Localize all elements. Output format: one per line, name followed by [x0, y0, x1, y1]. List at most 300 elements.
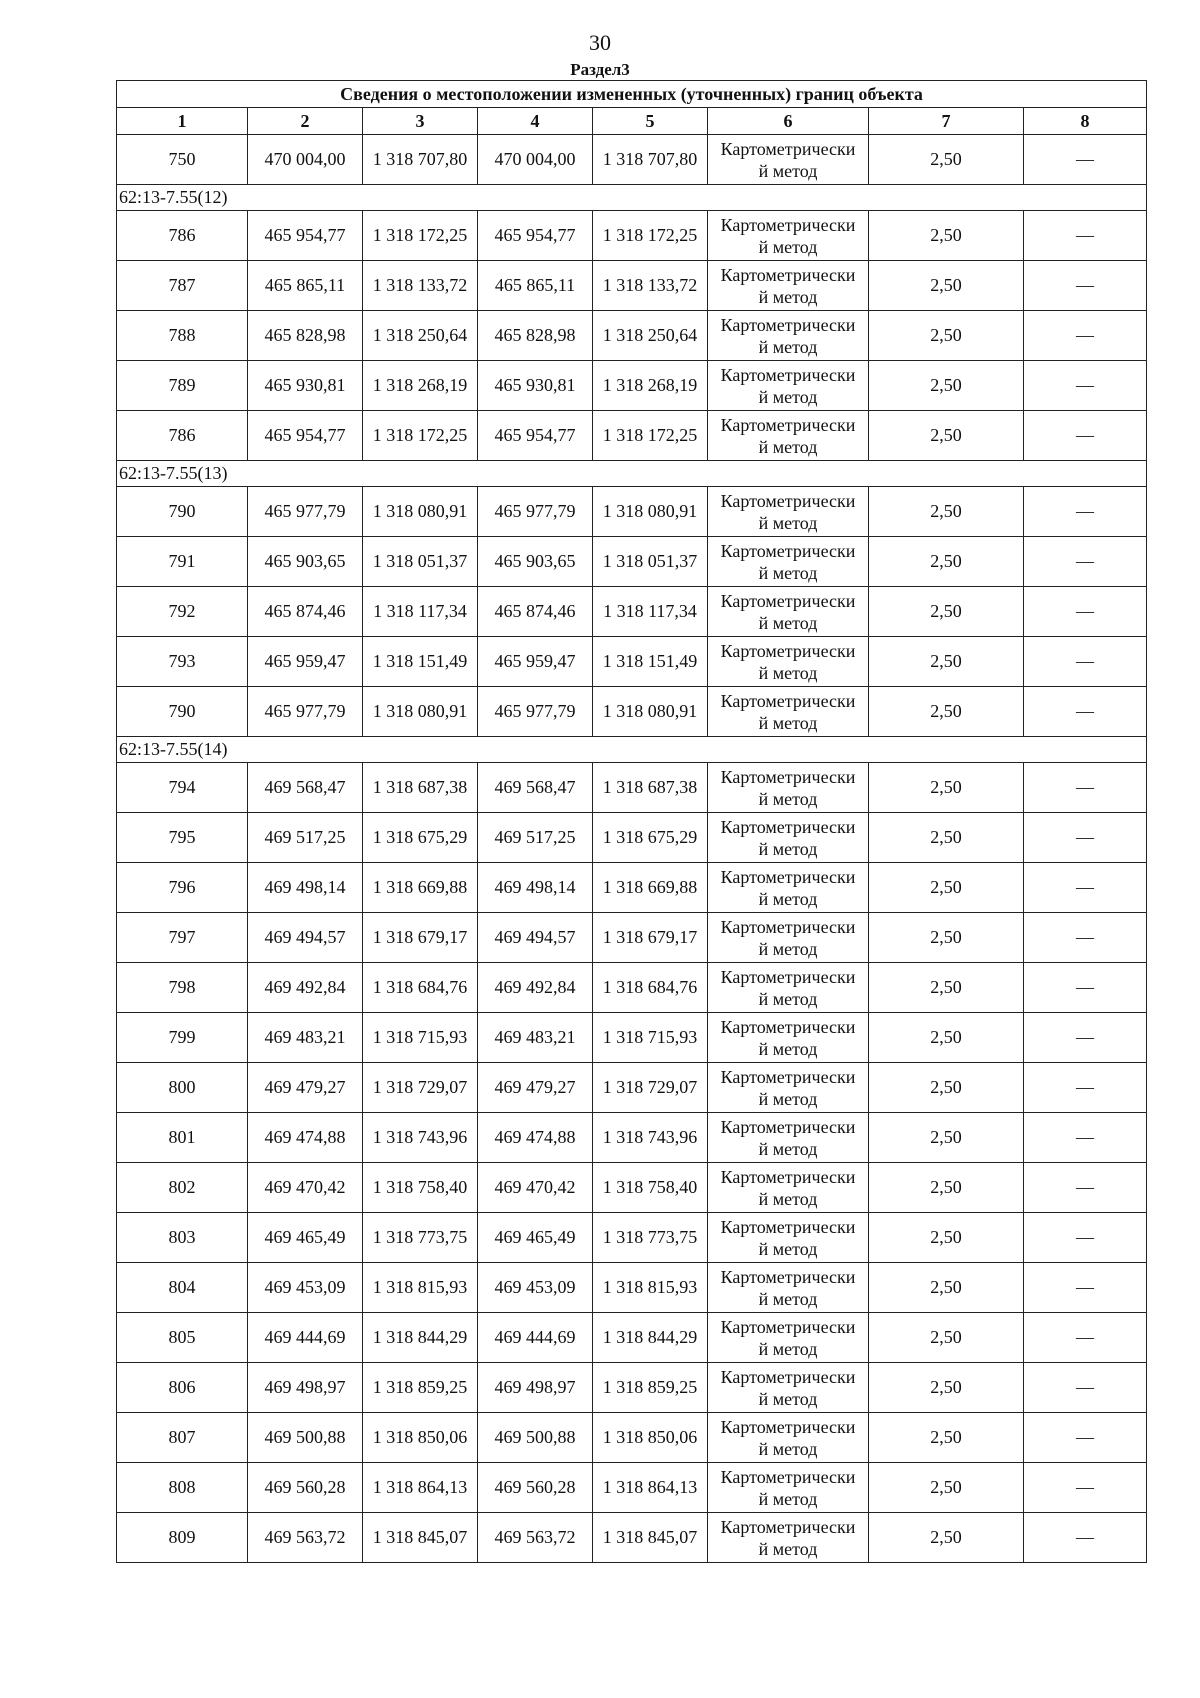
existing-x-cell: 469 498,97	[248, 1363, 363, 1413]
refined-x-cell: 469 494,57	[478, 913, 593, 963]
method-text-line-2: й метод	[758, 562, 818, 583]
refined-y-cell: 1 318 051,37	[593, 537, 708, 587]
point-number-cell: 800	[117, 1063, 248, 1113]
existing-y-cell: 1 318 172,25	[363, 411, 478, 461]
contour-group-label: 62:13-7.55(12)	[117, 185, 1147, 211]
table-title: Сведения о местоположении измененных (уточненных) границ объекта	[117, 81, 1147, 108]
contour-group-row	[117, 185, 1147, 211]
method-cell	[708, 1413, 869, 1463]
method-cell	[708, 1163, 869, 1213]
existing-x-cell: 469 500,88	[248, 1413, 363, 1463]
table-row	[117, 1013, 1147, 1063]
existing-y-cell: 1 318 051,37	[363, 537, 478, 587]
note-cell: —	[1024, 813, 1147, 863]
point-number-cell: 797	[117, 913, 248, 963]
contour-group-row	[117, 461, 1147, 487]
refined-x-cell: 469 465,49	[478, 1213, 593, 1263]
existing-y-cell: 1 318 707,80	[363, 135, 478, 185]
boundary-coordinates-table	[116, 80, 1147, 1563]
note-cell: —	[1024, 1163, 1147, 1213]
accuracy-cell: 2,50	[869, 1013, 1024, 1063]
refined-y-cell: 1 318 715,93	[593, 1013, 708, 1063]
method-cell	[708, 411, 869, 461]
accuracy-cell: 2,50	[869, 211, 1024, 261]
method-text-line-1: Картометрически	[720, 1266, 856, 1287]
table-row	[117, 687, 1147, 737]
method-cell	[708, 361, 869, 411]
method-cell	[708, 487, 869, 537]
accuracy-cell: 2,50	[869, 311, 1024, 361]
existing-x-cell: 469 563,72	[248, 1513, 363, 1563]
existing-y-cell: 1 318 679,17	[363, 913, 478, 963]
point-number-cell: 801	[117, 1113, 248, 1163]
method-cell	[708, 813, 869, 863]
existing-y-cell: 1 318 080,91	[363, 687, 478, 737]
method-text-line-2: й метод	[758, 512, 818, 533]
existing-x-cell: 465 977,79	[248, 687, 363, 737]
method-text-line-1: Картометрически	[720, 1416, 856, 1437]
note-cell: —	[1024, 1263, 1147, 1313]
table-row	[117, 361, 1147, 411]
method-cell	[708, 537, 869, 587]
point-number-cell: 787	[117, 261, 248, 311]
table-row	[117, 537, 1147, 587]
method-text-line-2: й метод	[758, 1288, 818, 1309]
method-text-line-1: Картометрически	[720, 540, 856, 561]
point-number-cell: 794	[117, 763, 248, 813]
contour-group-label: 62:13-7.55(14)	[117, 737, 1147, 763]
note-cell: —	[1024, 687, 1147, 737]
method-text-line-2: й метод	[758, 788, 818, 809]
refined-x-cell: 469 517,25	[478, 813, 593, 863]
note-cell: —	[1024, 1013, 1147, 1063]
method-text-line-2: й метод	[758, 236, 818, 257]
refined-y-cell: 1 318 743,96	[593, 1113, 708, 1163]
point-number-cell: 786	[117, 211, 248, 261]
existing-y-cell: 1 318 133,72	[363, 261, 478, 311]
table-row	[117, 913, 1147, 963]
table-row	[117, 763, 1147, 813]
method-text-line-1: Картометрически	[720, 364, 856, 385]
refined-x-cell: 469 492,84	[478, 963, 593, 1013]
refined-y-cell: 1 318 250,64	[593, 311, 708, 361]
existing-x-cell: 465 828,98	[248, 311, 363, 361]
method-text-line-2: й метод	[758, 1138, 818, 1159]
point-number-cell: 790	[117, 487, 248, 537]
refined-y-cell: 1 318 845,07	[593, 1513, 708, 1563]
note-cell: —	[1024, 1113, 1147, 1163]
section-title: Раздел3	[570, 60, 630, 79]
accuracy-cell: 2,50	[869, 537, 1024, 587]
accuracy-cell: 2,50	[869, 1313, 1024, 1363]
point-number-cell: 804	[117, 1263, 248, 1313]
existing-x-cell: 465 903,65	[248, 537, 363, 587]
method-cell	[708, 1513, 869, 1563]
note-cell: —	[1024, 211, 1147, 261]
method-cell	[708, 763, 869, 813]
accuracy-cell: 2,50	[869, 411, 1024, 461]
existing-y-cell: 1 318 815,93	[363, 1263, 478, 1313]
table-row	[117, 1063, 1147, 1113]
method-text-line-2: й метод	[758, 838, 818, 859]
note-cell: —	[1024, 963, 1147, 1013]
method-text-line-2: й метод	[758, 712, 818, 733]
refined-x-cell: 469 498,97	[478, 1363, 593, 1413]
table-row	[117, 813, 1147, 863]
point-number-cell: 803	[117, 1213, 248, 1263]
refined-x-cell: 465 954,77	[478, 211, 593, 261]
refined-x-cell: 469 498,14	[478, 863, 593, 913]
existing-y-cell: 1 318 773,75	[363, 1213, 478, 1263]
accuracy-cell: 2,50	[869, 863, 1024, 913]
refined-x-cell: 469 444,69	[478, 1313, 593, 1363]
table-row	[117, 1163, 1147, 1213]
method-text-line-1: Картометрически	[720, 640, 856, 661]
existing-x-cell: 465 865,11	[248, 261, 363, 311]
note-cell: —	[1024, 1313, 1147, 1363]
refined-x-cell: 465 977,79	[478, 687, 593, 737]
note-cell: —	[1024, 311, 1147, 361]
note-cell: —	[1024, 537, 1147, 587]
refined-y-cell: 1 318 687,38	[593, 763, 708, 813]
table-row	[117, 487, 1147, 537]
refined-y-cell: 1 318 172,25	[593, 211, 708, 261]
point-number-cell: 789	[117, 361, 248, 411]
point-number-cell: 809	[117, 1513, 248, 1563]
method-text-line-1: Картометрически	[720, 590, 856, 611]
accuracy-cell: 2,50	[869, 1513, 1024, 1563]
note-cell: —	[1024, 361, 1147, 411]
method-cell	[708, 135, 869, 185]
existing-y-cell: 1 318 729,07	[363, 1063, 478, 1113]
method-cell	[708, 1213, 869, 1263]
table-row	[117, 637, 1147, 687]
method-cell	[708, 1263, 869, 1313]
method-text-line-2: й метод	[758, 1488, 818, 1509]
existing-x-cell: 469 453,09	[248, 1263, 363, 1313]
refined-x-cell: 465 977,79	[478, 487, 593, 537]
refined-x-cell: 469 479,27	[478, 1063, 593, 1113]
existing-y-cell: 1 318 268,19	[363, 361, 478, 411]
accuracy-cell: 2,50	[869, 1463, 1024, 1513]
refined-x-cell: 469 470,42	[478, 1163, 593, 1213]
point-number-cell: 792	[117, 587, 248, 637]
accuracy-cell: 2,50	[869, 1263, 1024, 1313]
refined-y-cell: 1 318 268,19	[593, 361, 708, 411]
method-text-line-1: Картометрически	[720, 138, 856, 159]
refined-y-cell: 1 318 707,80	[593, 135, 708, 185]
method-text-line-2: й метод	[758, 160, 818, 181]
refined-x-cell: 469 500,88	[478, 1413, 593, 1463]
method-cell	[708, 637, 869, 687]
method-text-line-1: Картометрически	[720, 1066, 856, 1087]
method-text-line-1: Картометрически	[720, 1316, 856, 1337]
table-row	[117, 135, 1147, 185]
existing-x-cell: 465 930,81	[248, 361, 363, 411]
method-text-line-2: й метод	[758, 1188, 818, 1209]
refined-y-cell: 1 318 151,49	[593, 637, 708, 687]
table-row	[117, 963, 1147, 1013]
method-cell	[708, 311, 869, 361]
existing-y-cell: 1 318 669,88	[363, 863, 478, 913]
refined-x-cell: 465 903,65	[478, 537, 593, 587]
existing-y-cell: 1 318 850,06	[363, 1413, 478, 1463]
note-cell: —	[1024, 1413, 1147, 1463]
method-cell	[708, 1313, 869, 1363]
method-text-line-1: Картометрически	[720, 1466, 856, 1487]
existing-y-cell: 1 318 675,29	[363, 813, 478, 863]
accuracy-cell: 2,50	[869, 487, 1024, 537]
column-header-row	[117, 108, 1147, 135]
existing-y-cell: 1 318 117,34	[363, 587, 478, 637]
note-cell: —	[1024, 135, 1147, 185]
method-text-line-1: Картометрически	[720, 1366, 856, 1387]
existing-y-cell: 1 318 684,76	[363, 963, 478, 1013]
column-header: 4	[478, 108, 593, 135]
refined-x-cell: 465 828,98	[478, 311, 593, 361]
existing-y-cell: 1 318 687,38	[363, 763, 478, 813]
accuracy-cell: 2,50	[869, 587, 1024, 637]
refined-y-cell: 1 318 133,72	[593, 261, 708, 311]
refined-y-cell: 1 318 844,29	[593, 1313, 708, 1363]
method-text-line-1: Картометрически	[720, 1216, 856, 1237]
method-text-line-2: й метод	[758, 1088, 818, 1109]
note-cell: —	[1024, 1063, 1147, 1113]
method-text-line-2: й метод	[758, 612, 818, 633]
accuracy-cell: 2,50	[869, 1113, 1024, 1163]
method-cell	[708, 687, 869, 737]
existing-y-cell: 1 318 864,13	[363, 1463, 478, 1513]
refined-y-cell: 1 318 815,93	[593, 1263, 708, 1313]
existing-x-cell: 469 479,27	[248, 1063, 363, 1113]
refined-x-cell: 465 930,81	[478, 361, 593, 411]
refined-y-cell: 1 318 117,34	[593, 587, 708, 637]
point-number-cell: 796	[117, 863, 248, 913]
table-row	[117, 1213, 1147, 1263]
existing-x-cell: 465 977,79	[248, 487, 363, 537]
accuracy-cell: 2,50	[869, 1063, 1024, 1113]
refined-y-cell: 1 318 859,25	[593, 1363, 708, 1413]
existing-y-cell: 1 318 844,29	[363, 1313, 478, 1363]
existing-y-cell: 1 318 859,25	[363, 1363, 478, 1413]
accuracy-cell: 2,50	[869, 1413, 1024, 1463]
table-row	[117, 1513, 1147, 1563]
method-text-line-2: й метод	[758, 1438, 818, 1459]
refined-x-cell: 469 560,28	[478, 1463, 593, 1513]
table-row	[117, 411, 1147, 461]
refined-y-cell: 1 318 172,25	[593, 411, 708, 461]
method-text-line-1: Картометрически	[720, 1166, 856, 1187]
accuracy-cell: 2,50	[869, 913, 1024, 963]
note-cell: —	[1024, 587, 1147, 637]
accuracy-cell: 2,50	[869, 1363, 1024, 1413]
column-header: 8	[1024, 108, 1147, 135]
note-cell: —	[1024, 1213, 1147, 1263]
method-text-line-2: й метод	[758, 1238, 818, 1259]
point-number-cell: 808	[117, 1463, 248, 1513]
refined-x-cell: 465 874,46	[478, 587, 593, 637]
method-cell	[708, 1013, 869, 1063]
existing-x-cell: 465 959,47	[248, 637, 363, 687]
accuracy-cell: 2,50	[869, 135, 1024, 185]
page-number: 30	[589, 30, 611, 55]
accuracy-cell: 2,50	[869, 637, 1024, 687]
method-text-line-1: Картометрически	[720, 690, 856, 711]
point-number-cell: 807	[117, 1413, 248, 1463]
note-cell: —	[1024, 1363, 1147, 1413]
method-text-line-1: Картометрически	[720, 766, 856, 787]
table-row	[117, 587, 1147, 637]
point-number-cell: 750	[117, 135, 248, 185]
method-text-line-1: Картометрически	[720, 916, 856, 937]
note-cell: —	[1024, 487, 1147, 537]
accuracy-cell: 2,50	[869, 1163, 1024, 1213]
refined-y-cell: 1 318 729,07	[593, 1063, 708, 1113]
table-row	[117, 1113, 1147, 1163]
method-text-line-1: Картометрически	[720, 866, 856, 887]
table-row	[117, 211, 1147, 261]
method-cell	[708, 1063, 869, 1113]
refined-x-cell: 469 483,21	[478, 1013, 593, 1063]
point-number-cell: 788	[117, 311, 248, 361]
table-row	[117, 1463, 1147, 1513]
note-cell: —	[1024, 913, 1147, 963]
method-text-line-2: й метод	[758, 386, 818, 407]
point-number-cell: 786	[117, 411, 248, 461]
note-cell: —	[1024, 261, 1147, 311]
method-cell	[708, 211, 869, 261]
column-header: 3	[363, 108, 478, 135]
table-body	[117, 135, 1147, 1563]
refined-x-cell: 465 954,77	[478, 411, 593, 461]
column-header: 1	[117, 108, 248, 135]
existing-y-cell: 1 318 758,40	[363, 1163, 478, 1213]
method-text-line-2: й метод	[758, 1538, 818, 1559]
method-text-line-2: й метод	[758, 1388, 818, 1409]
existing-y-cell: 1 318 151,49	[363, 637, 478, 687]
point-number-cell: 806	[117, 1363, 248, 1413]
refined-y-cell: 1 318 773,75	[593, 1213, 708, 1263]
existing-x-cell: 469 465,49	[248, 1213, 363, 1263]
method-text-line-2: й метод	[758, 888, 818, 909]
method-text-line-1: Картометрически	[720, 314, 856, 335]
method-cell	[708, 261, 869, 311]
method-cell	[708, 963, 869, 1013]
accuracy-cell: 2,50	[869, 361, 1024, 411]
refined-x-cell: 470 004,00	[478, 135, 593, 185]
existing-x-cell: 469 444,69	[248, 1313, 363, 1363]
existing-y-cell: 1 318 743,96	[363, 1113, 478, 1163]
method-text-line-2: й метод	[758, 336, 818, 357]
refined-y-cell: 1 318 080,91	[593, 687, 708, 737]
method-text-line-2: й метод	[758, 938, 818, 959]
existing-x-cell: 469 517,25	[248, 813, 363, 863]
method-text-line-2: й метод	[758, 988, 818, 1009]
accuracy-cell: 2,50	[869, 1213, 1024, 1263]
method-cell	[708, 1463, 869, 1513]
method-text-line-1: Картометрически	[720, 490, 856, 511]
table-row	[117, 1263, 1147, 1313]
table-row	[117, 1363, 1147, 1413]
point-number-cell: 799	[117, 1013, 248, 1063]
method-text-line-1: Картометрически	[720, 816, 856, 837]
point-number-cell: 805	[117, 1313, 248, 1363]
refined-y-cell: 1 318 679,17	[593, 913, 708, 963]
method-text-line-1: Картометрически	[720, 214, 856, 235]
refined-x-cell: 465 959,47	[478, 637, 593, 687]
column-header: 5	[593, 108, 708, 135]
existing-x-cell: 469 494,57	[248, 913, 363, 963]
contour-group-row	[117, 737, 1147, 763]
method-cell	[708, 863, 869, 913]
column-header: 7	[869, 108, 1024, 135]
refined-y-cell: 1 318 080,91	[593, 487, 708, 537]
refined-y-cell: 1 318 758,40	[593, 1163, 708, 1213]
method-text-line-2: й метод	[758, 286, 818, 307]
existing-x-cell: 469 483,21	[248, 1013, 363, 1063]
point-number-cell: 793	[117, 637, 248, 687]
existing-x-cell: 469 568,47	[248, 763, 363, 813]
method-text-line-1: Картометрически	[720, 264, 856, 285]
method-text-line-2: й метод	[758, 1338, 818, 1359]
refined-y-cell: 1 318 864,13	[593, 1463, 708, 1513]
method-text-line-1: Картометрически	[720, 414, 856, 435]
point-number-cell: 791	[117, 537, 248, 587]
method-text-line-1: Картометрически	[720, 1516, 856, 1537]
existing-y-cell: 1 318 080,91	[363, 487, 478, 537]
existing-x-cell: 469 470,42	[248, 1163, 363, 1213]
point-number-cell: 790	[117, 687, 248, 737]
note-cell: —	[1024, 1463, 1147, 1513]
table-row	[117, 863, 1147, 913]
existing-y-cell: 1 318 250,64	[363, 311, 478, 361]
accuracy-cell: 2,50	[869, 813, 1024, 863]
note-cell: —	[1024, 637, 1147, 687]
accuracy-cell: 2,50	[869, 763, 1024, 813]
existing-x-cell: 469 498,14	[248, 863, 363, 913]
column-header: 6	[708, 108, 869, 135]
table-row	[117, 311, 1147, 361]
refined-y-cell: 1 318 684,76	[593, 963, 708, 1013]
table-row	[117, 1313, 1147, 1363]
refined-y-cell: 1 318 675,29	[593, 813, 708, 863]
existing-x-cell: 465 954,77	[248, 411, 363, 461]
method-cell	[708, 587, 869, 637]
existing-y-cell: 1 318 845,07	[363, 1513, 478, 1563]
existing-x-cell: 469 560,28	[248, 1463, 363, 1513]
accuracy-cell: 2,50	[869, 687, 1024, 737]
refined-y-cell: 1 318 850,06	[593, 1413, 708, 1463]
accuracy-cell: 2,50	[869, 261, 1024, 311]
method-text-line-2: й метод	[758, 1038, 818, 1059]
method-cell	[708, 1363, 869, 1413]
refined-x-cell: 469 453,09	[478, 1263, 593, 1313]
existing-y-cell: 1 318 172,25	[363, 211, 478, 261]
existing-x-cell: 469 474,88	[248, 1113, 363, 1163]
method-text-line-1: Картометрически	[720, 966, 856, 987]
refined-y-cell: 1 318 669,88	[593, 863, 708, 913]
note-cell: —	[1024, 411, 1147, 461]
point-number-cell: 802	[117, 1163, 248, 1213]
existing-y-cell: 1 318 715,93	[363, 1013, 478, 1063]
refined-x-cell: 465 865,11	[478, 261, 593, 311]
existing-x-cell: 465 954,77	[248, 211, 363, 261]
existing-x-cell: 465 874,46	[248, 587, 363, 637]
note-cell: —	[1024, 863, 1147, 913]
point-number-cell: 795	[117, 813, 248, 863]
refined-x-cell: 469 474,88	[478, 1113, 593, 1163]
method-cell	[708, 1113, 869, 1163]
